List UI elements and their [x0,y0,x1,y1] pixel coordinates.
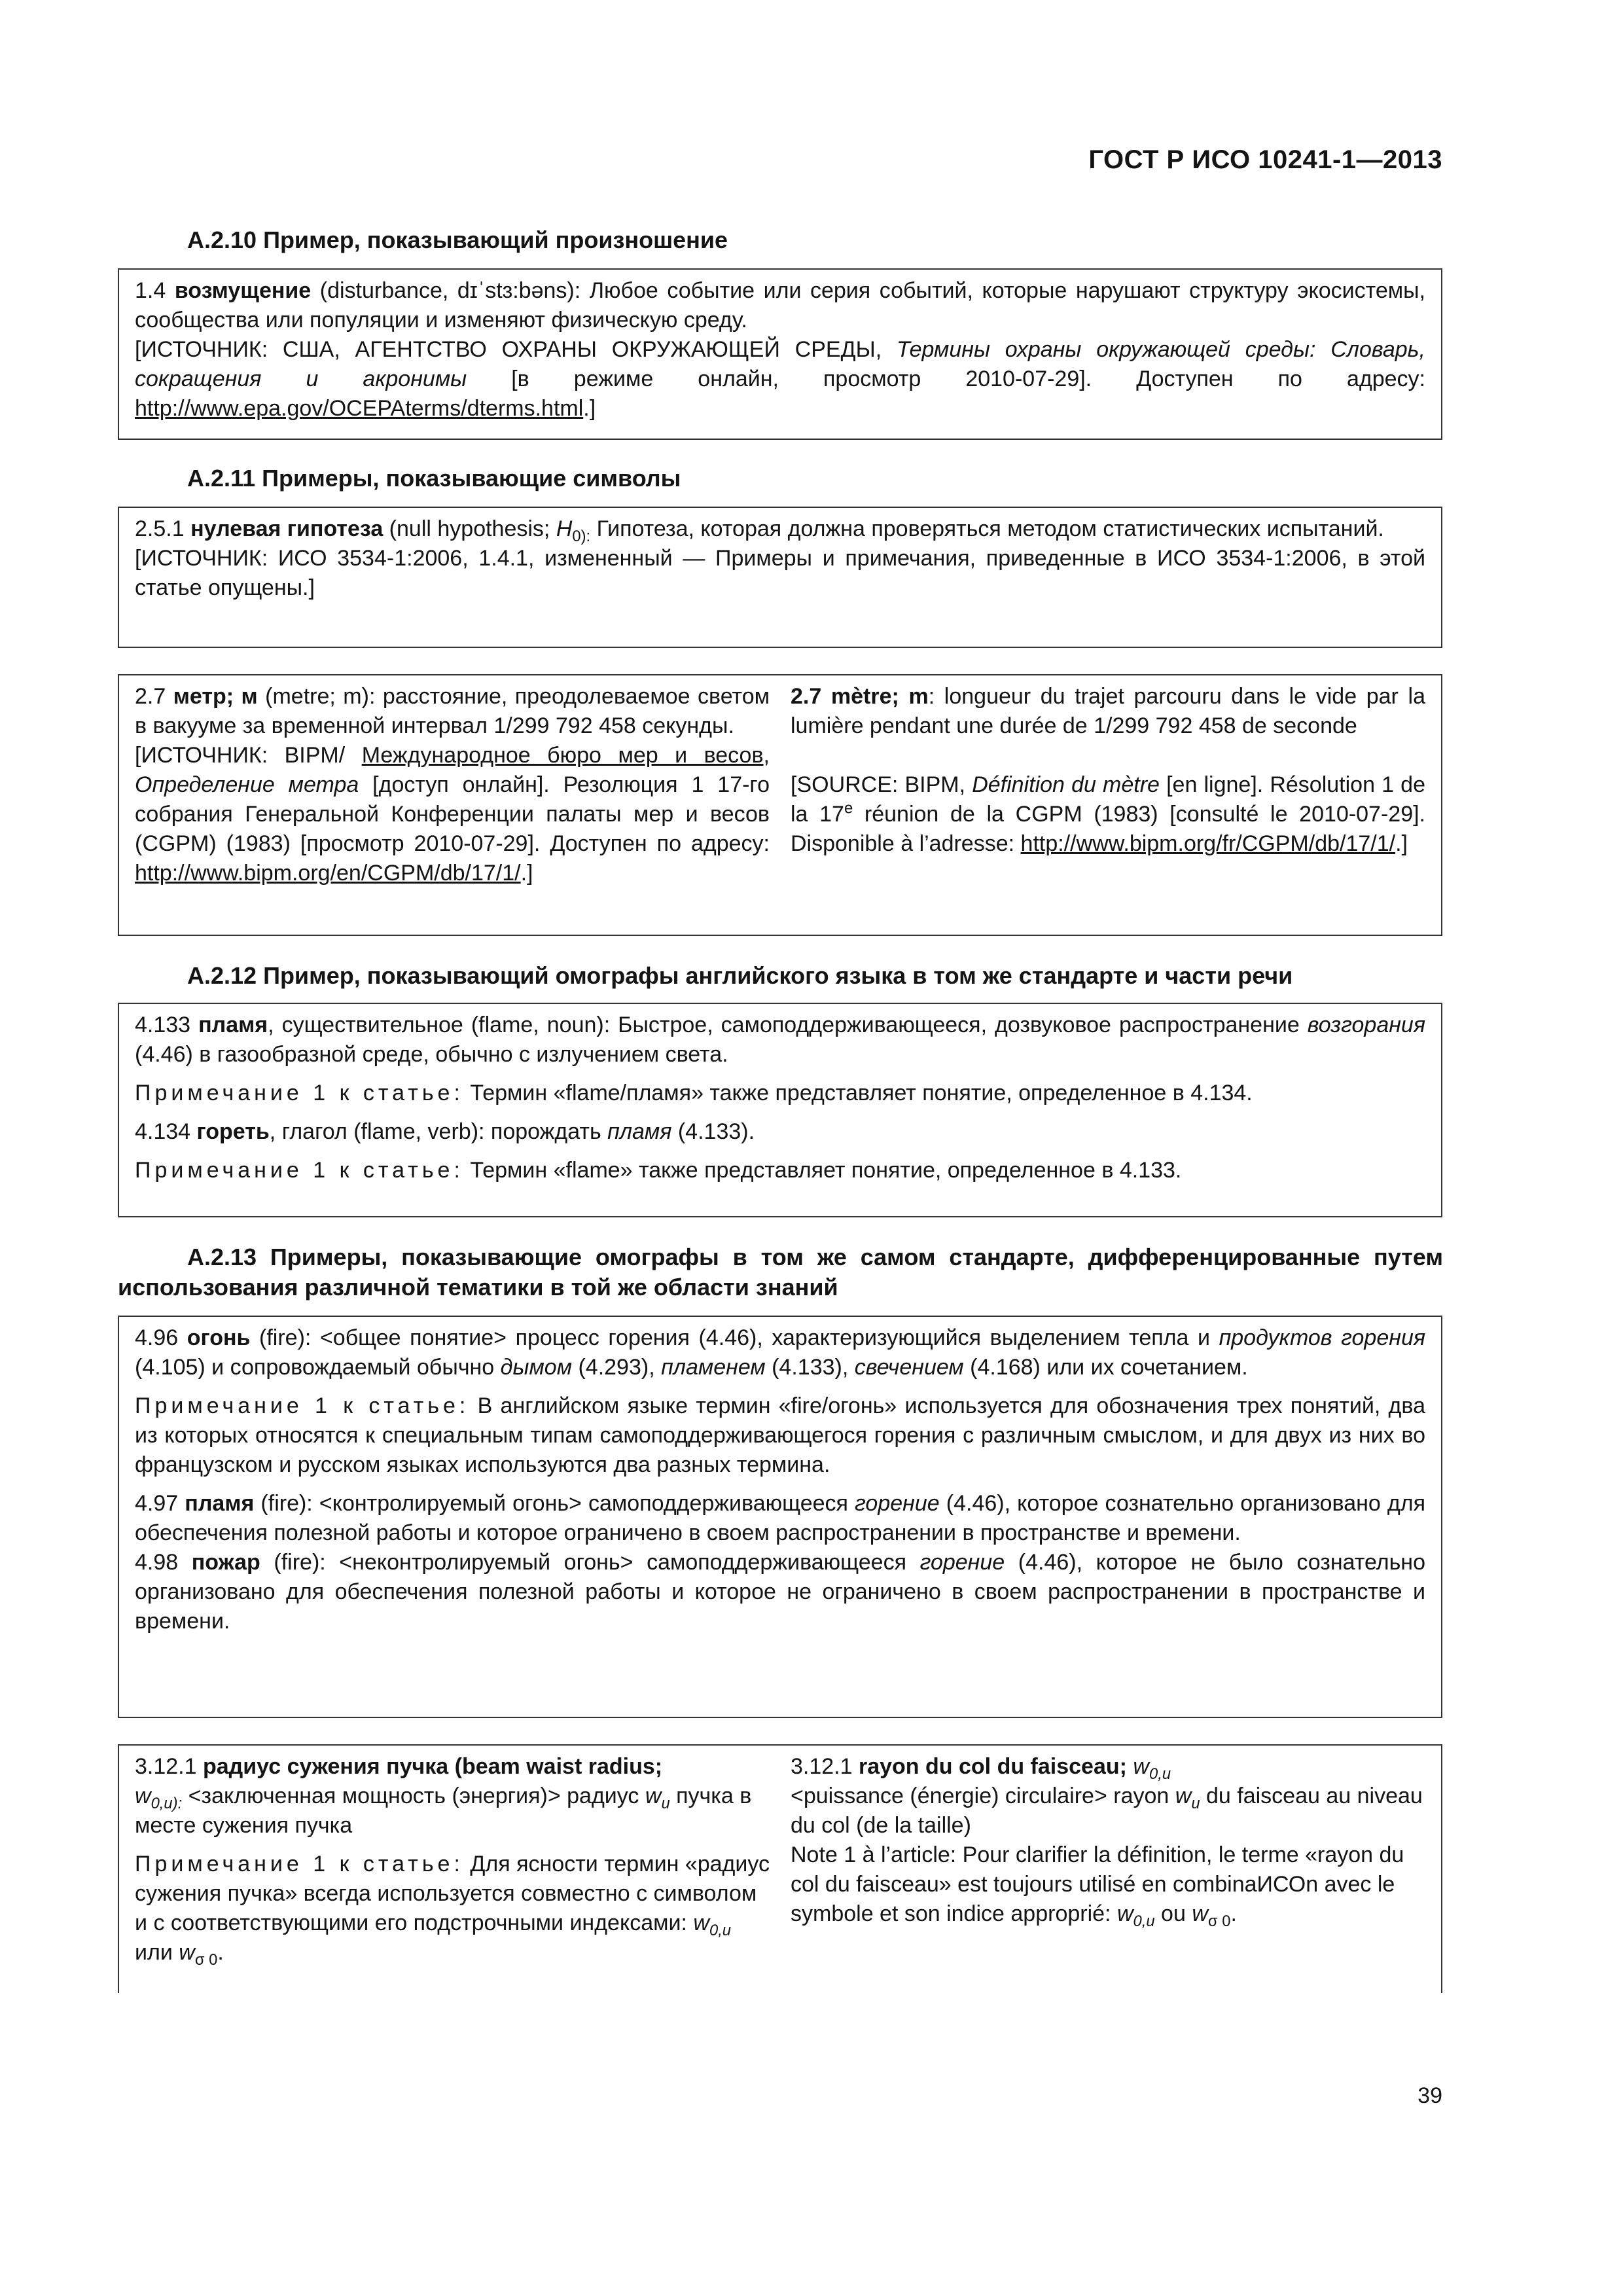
example-box-metre [118,674,1442,936]
entry-definition-pre: , глагол (flame, verb): порождать [269,1119,608,1144]
symbol: w [179,1940,195,1965]
entry-source: [ИСТОЧНИК: ИСО 3534-1:2006, 1.4.1, измененный — Примеры и примечания, приведенные в ИСО 3534-1:2006, в этой статье опущены.] [135,546,1425,600]
note-label: Примечание 1 к статье: [135,1081,464,1105]
entry-definition: <puissance (énergie) circulaire> rayon [791,1784,1175,1808]
entry-term: огонь [187,1325,251,1350]
symbol-subscript: σ 0 [1207,1912,1231,1930]
source-details: [доступ онлайн]. Резолюция 1 17-го собрания Генеральной Конференции палаты мер и весов (CGPM) (1983) [просмотр 2010-07-29]. Доступен по адресу: [135,772,770,856]
note-text: Термин «flame» также представляет понятие, определенное в 4.133. [463,1158,1182,1183]
entry-number: 1.4 [135,278,175,303]
section-title-a211: А.2.11 Примеры, показывающие символы [187,465,681,492]
column-russian [135,1752,770,1967]
section-title-a210: А.2.10 Пример, показывающий произношение [187,226,728,253]
source-details: [en ligne]. Résolution 1 de la 17 [791,772,1425,827]
entry-crossref: пламя [607,1119,672,1144]
entry-number: 2.7 [135,684,173,709]
conjunction: или [135,1940,179,1965]
entry-definition: (4.105) и сопровождаемый обычно [135,1355,501,1380]
entry-definition: (metre; m): расстояние, преодолеваемое светом в вакууме за временной интервал 1/299 792 458 секунды. [135,684,770,738]
example-box-pronunciation [118,268,1442,440]
source-link[interactable]: http://www.epa.gov/OCEPAterms/dterms.html [135,396,584,421]
entry-term: пламя [185,1491,255,1516]
entry-term: 2.7 mètre; m [791,684,929,709]
entry-crossref: дымом [500,1355,573,1380]
column-french [791,682,1425,888]
page-number: 39 [1418,2083,1442,2108]
entry-term: пожар [191,1550,260,1575]
entry-definition-pre: , существительное (flame, noun): Быстрое, самоподдерживающееся, дозвуковое распространение [268,1013,1308,1037]
entry-disturbance [135,276,1425,423]
example-box-homographs-subject [118,1316,1442,1718]
source-title: Définition du mètre [972,772,1160,797]
entry-definition-pre: (null hypothesis; [383,516,556,541]
entry-fire-uncontrolled [135,1548,1425,1636]
entry-crossref: продуктов горения [1219,1325,1426,1350]
entry-term: пламя [198,1013,268,1037]
symbol: w [1116,1901,1133,1926]
symbol-subscript: u [661,1794,670,1812]
section-title-a213: А.2.13 Примеры, показывающие омографы в том же самом стандарте, дифференцированные путем использования различной тематики в той же области знаний [118,1244,1443,1300]
entry-definition: (fire): <контролируемый огонь> самоподдерживающееся [254,1491,855,1516]
symbol: w [1175,1784,1192,1808]
source-prefix: [ИСТОЧНИК: BIPM/ [135,743,362,768]
note-text: Note 1 à l’article: Pour clarifier la définition, le terme «rayon du col du faisceau» est toujours utilisé en combinaИСОn avec le symbole et son indice approprié: [791,1842,1404,1926]
entry-number: 4.97 [135,1491,185,1516]
entry-number: 4.98 [135,1550,192,1575]
note-end: . [217,1940,224,1965]
note-label: Примечание 1 к статье: [135,1158,464,1183]
source-link[interactable]: http://www.bipm.org/fr/CGPM/db/17/1/ [1020,831,1396,856]
entry-definition: (4.46), которое не было сознательно организовано для обеспечения полезной работы и которое не ограничено в своем распространении в пространстве и времени. [135,1550,1425,1634]
note-end: . [1230,1901,1237,1926]
entry-term: возмущение [174,278,312,303]
source-details-2: réunion de la CGPM (1983) [consulté le 2010-07-29]. Disponible à l’adresse: [791,802,1425,856]
entry-term: гореть [196,1119,270,1144]
note-text: В английском языке термин «fire/огонь» используется для обозначения трех понятий, два из которых относятся к специальным типам самоподдерживающегося горения с различным смыслом, и для двух из них во французском и русском языках используются два разных термина. [135,1393,1425,1477]
entry-definition: пучка в месте сужения пучка [135,1784,752,1838]
entry-term: нулевая гипотеза [190,516,383,541]
bipm-name: Международное бюро мер и весов [361,743,764,768]
source-link[interactable]: http://www.bipm.org/en/CGPM/db/17/1/ [135,861,521,886]
entry-definition: du faisceau au niveau du col (de la taille) [791,1784,1423,1838]
source-details: [в режиме онлайн, просмотр 2010-07-29]. Доступен по адресу: [467,367,1426,391]
symbol: w [645,1784,662,1808]
entry-number: 3.12.1 [791,1754,859,1779]
entry-number: 3.12.1 [135,1754,203,1779]
entry-definition: : longueur du trajet parcouru dans le vide par la lumière pendant une durée de 1/299 792 458 de seconde [791,684,1425,738]
entry-crossref: возгорания [1307,1013,1426,1037]
entry-definition: (4.46), которое сознательно организовано для обеспечения полезной работы и которое ограничено в своем распространении в пространстве и времени. [135,1491,1425,1545]
example-box-symbols [118,507,1442,648]
entry-flame-controlled [135,1489,1425,1548]
entry-definition: (fire): <неконтролируемый огонь> самоподдерживающееся [260,1550,920,1575]
note-1 [135,1391,1425,1480]
column-russian [135,682,770,888]
entry-definition: (4.293), [572,1355,662,1380]
symbol-subscript: 0,u [1133,1912,1155,1930]
entry-flame-verb [135,1117,1425,1147]
entry-flame-noun [135,1011,1425,1069]
entry-definition: <заключенная мощность (энергия)> радиус [182,1784,645,1808]
entry-definition: (4.168) или их сочетанием. [963,1355,1248,1380]
note-label: Примечание 1 к статье: [135,1852,464,1876]
source-title: Термины охраны окружающей среды: Словарь, сокращения и акронимы [135,337,1425,391]
note-text: Для ясности термин «радиус сужения пучка» всегда используется совместно с символом и с соответствующими его подстрочными индексами: [135,1852,770,1935]
conjunction: ou [1154,1901,1192,1926]
symbol-subscript: 0): [572,527,591,545]
source-end: .] [1395,831,1408,856]
source-prefix: [ИСТОЧНИК: США, АГЕНТСТВО ОХРАНЫ ОКРУЖАЮЩЕЙ СРЕДЫ, [135,337,897,362]
entry-term: радиус сужения пучка (beam waist radius; [202,1754,663,1779]
entry-definition: Гипотеза, которая должна проверяться методом статистических испытаний. [590,516,1384,541]
entry-definition: (disturbance, dɪˈstɜ:bəns): Любое событие или серия событий, которые нарушают структуру экосистемы, сообщества или популяции и изменяют физическую среду. [135,278,1425,332]
entry-definition: (4.133). [671,1119,755,1144]
entry-definition: (4.46) в газообразной среде, обычно с излучением света. [135,1042,728,1067]
symbol: w [135,1784,151,1808]
symbol: w [693,1910,709,1935]
entry-term: метр; м [173,684,258,709]
entry-number: 4.133 [135,1013,199,1037]
symbol-subscript: u [1191,1794,1200,1812]
superscript: e [844,799,853,817]
column-french [791,1752,1425,1967]
note-label: Примечание 1 к статье: [135,1393,470,1418]
source-prefix: [SOURCE: BIPM, [791,772,972,797]
separator: , [763,743,770,768]
example-box-beam-waist [118,1744,1442,1993]
section-title-a212: А.2.12 Пример, показывающий омографы английского языка в том же стандарте и части речи [187,962,1293,989]
source-end: .] [520,861,533,886]
entry-number: 4.96 [135,1325,187,1350]
source-end: .] [583,396,596,421]
entry-definition: (fire): <общее понятие> процесс горения (4.46), характеризующийся выделением тепла и [250,1325,1219,1350]
note-text: Термин «flame/пламя» также представляет понятие, определенное в 4.134. [463,1081,1253,1105]
entry-number: 4.134 [135,1119,197,1144]
symbol: w [1133,1754,1149,1779]
example-box-homographs-english [118,1003,1442,1217]
source-title: Определение метра [135,772,359,797]
entry-crossref: свечением [854,1355,964,1380]
entry-definition: (4.133), [765,1355,855,1380]
entry-fire [135,1323,1425,1382]
entry-number: 2.5.1 [135,516,191,541]
entry-crossref: пламенем [661,1355,766,1380]
symbol-subscript: 0,u [1149,1765,1171,1783]
note-2 [135,1156,1425,1185]
entry-term: rayon du col du faisceau; [858,1754,1127,1779]
entry-crossref: горение [919,1550,1005,1575]
entry-crossref: горение [855,1491,940,1516]
standard-header: ГОСТ Р ИСО 10241-1—2013 [1088,145,1442,174]
symbol-subscript: σ 0 [194,1950,218,1969]
note-1 [135,1079,1425,1108]
symbol-subscript: 0,u): [151,1794,183,1812]
symbol: H [556,516,573,541]
symbol: w [1192,1901,1208,1926]
symbol-subscript: 0,u [709,1921,732,1939]
entry-null-hypothesis [135,514,1425,544]
